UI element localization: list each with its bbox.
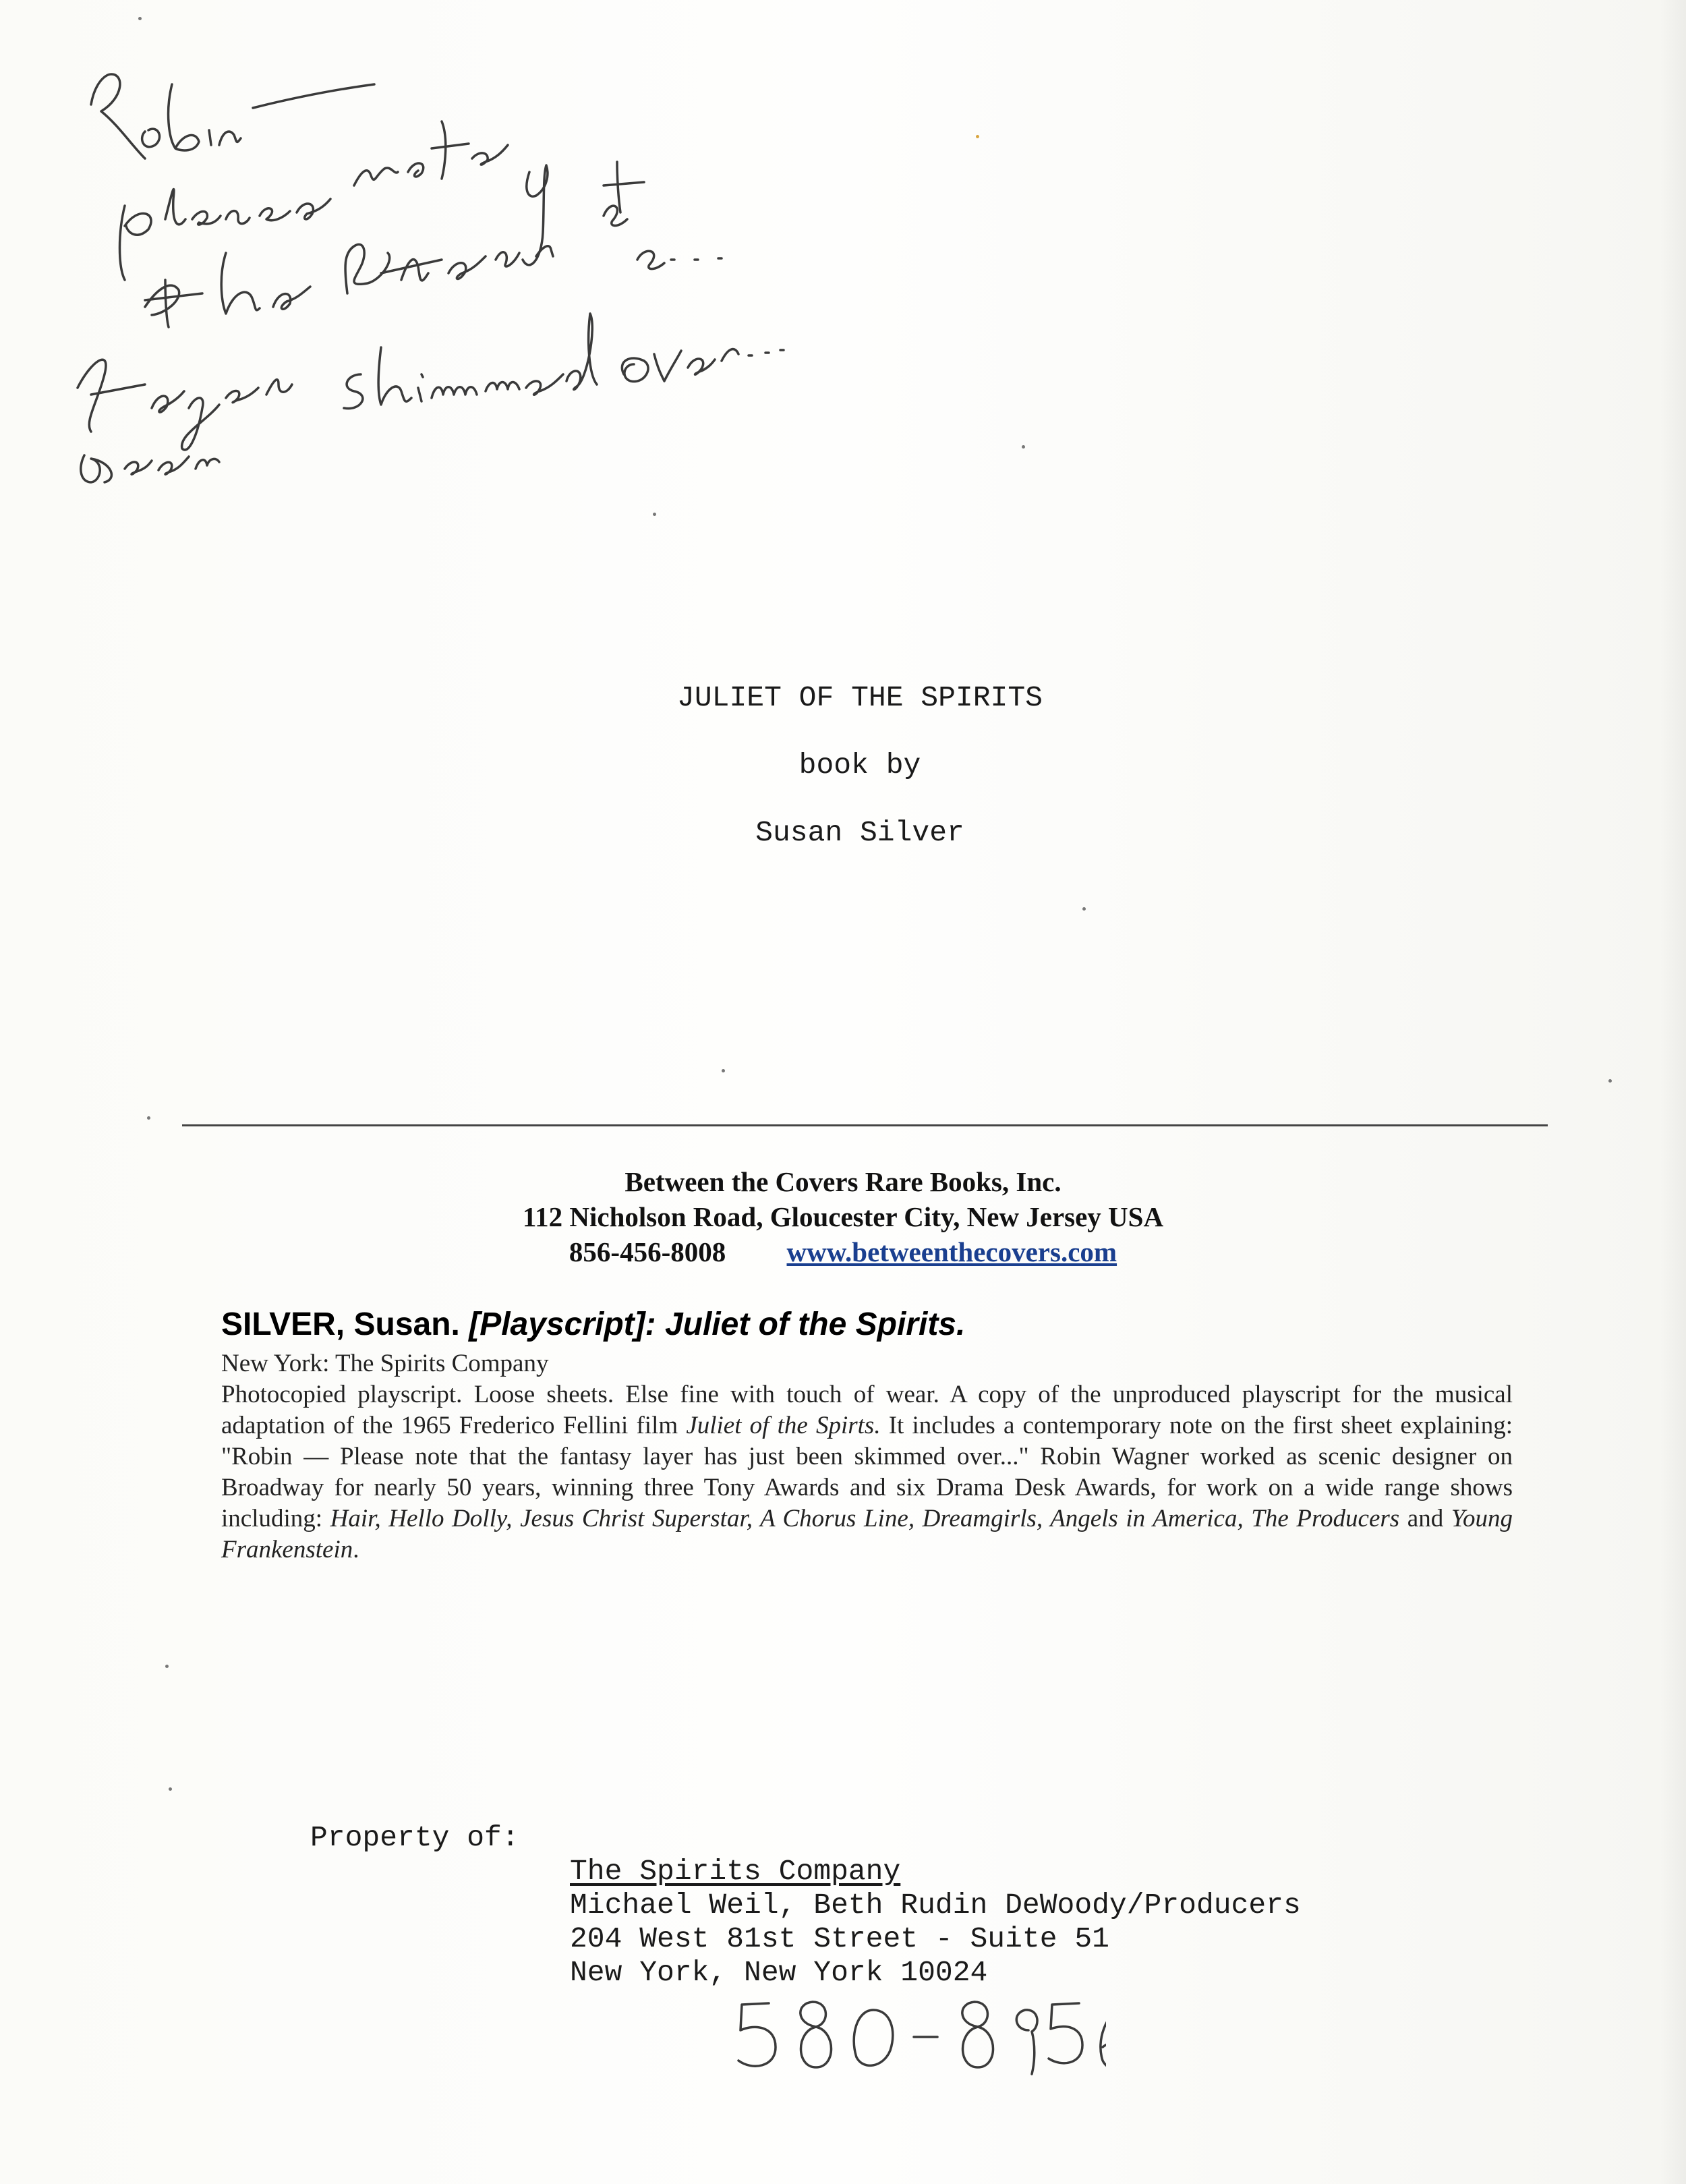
dust-speck — [976, 135, 979, 138]
property-address — [570, 1855, 1301, 1990]
property-producers: Michael Weil, Beth Rudin DeWoody/Producers — [570, 1889, 1301, 1922]
property-city: New York, New York 10024 — [570, 1956, 988, 1989]
entry-body-part1: Photocopied playscript. Loose sheets. Else fine with touch of wear. A copy of the unproduced playscript for the musical adaptation of the 1965 Frederico Fellini film — [221, 1381, 1513, 1439]
entry-heading — [221, 1305, 1513, 1344]
handwritten-note-drawing — [64, 57, 792, 489]
dust-speck — [1082, 907, 1086, 911]
dust-speck — [1608, 1079, 1612, 1083]
entry-shows-list: Hair, Hello Dolly, Jesus Christ Superstar, A Chorus Line, Dreamgirls, Angels in America, The Producers — [330, 1505, 1400, 1532]
property-street: 204 West 81st Street - Suite 51 — [570, 1922, 1109, 1955]
dust-speck — [1022, 445, 1025, 449]
page-edge-shadow — [1659, 0, 1686, 2184]
dust-speck — [138, 17, 142, 20]
entry-title: [Playscript]: Juliet of the Spirits. — [469, 1306, 966, 1342]
property-company: The Spirits Company — [570, 1855, 901, 1888]
divider-line — [182, 1124, 1548, 1126]
entry-period: . — [353, 1536, 359, 1563]
play-title: JULIET OF THE SPIRITS — [677, 681, 1043, 714]
dust-speck — [653, 513, 656, 516]
dealer-contact-line — [0, 1234, 1686, 1269]
dealer-address: 112 Nicholson Road, Gloucester City, New Jersey USA — [522, 1201, 1164, 1232]
dust-speck — [147, 1116, 150, 1120]
author-name: Susan Silver — [755, 816, 964, 849]
dealer-phone: 856-456-8008 — [569, 1236, 726, 1267]
dealer-header — [0, 1164, 1686, 1269]
dust-speck — [165, 1665, 169, 1668]
handwritten-note — [64, 57, 792, 489]
title-block — [0, 678, 1686, 880]
dust-speck — [169, 1787, 172, 1791]
book-by-label: book by — [798, 749, 921, 782]
entry-imprint: New York: The Spirits Company — [221, 1350, 549, 1377]
entry-description — [221, 1379, 1513, 1565]
dealer-website-link[interactable]: www.betweenthecovers.com — [786, 1236, 1117, 1267]
handwritten-phone-drawing — [728, 1990, 1106, 2084]
entry-film-title: Juliet of the Spirts. — [686, 1412, 881, 1439]
entry-author: SILVER, Susan. — [221, 1306, 460, 1342]
property-label: Property of: — [310, 1821, 519, 1854]
handwritten-phone — [728, 1990, 1106, 2084]
entry-last-show: Young Frankenstein — [221, 1505, 1513, 1563]
catalog-entry — [221, 1305, 1513, 1565]
entry-body-part2: It includes a contemporary note on the first sheet explaining: "Robin — Please note that the fantasy layer has just been skimmed over..." Robin Wagner worked as scenic designer on Broadway for nearly 50 years, winning three Tony Awards and six Drama Desk Awards, for work on a wide range shows including: — [221, 1412, 1513, 1532]
entry-and: and — [1399, 1505, 1451, 1532]
dealer-name: Between the Covers Rare Books, Inc. — [624, 1166, 1062, 1197]
dust-speck — [722, 1069, 725, 1072]
